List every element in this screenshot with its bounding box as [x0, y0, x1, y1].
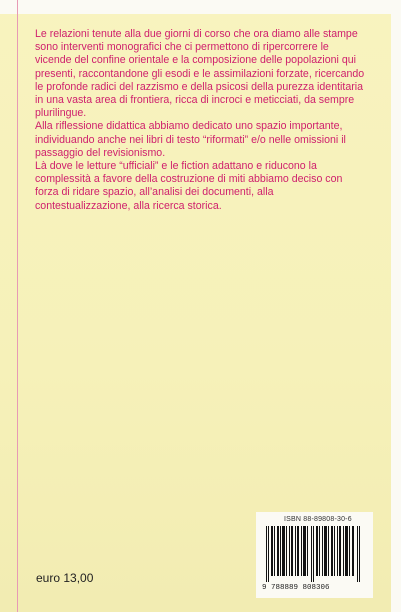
- blurb-paragraph-3: Là dove le letture “ufficiali” e le fiction adattano e riducono la complessità a favore della costruzione di miti abbiamo deciso con forza di ridare spazio, all’analisi dei documenti, alla contestualizzazione, alla ricerca storica.: [35, 160, 343, 212]
- blurb-text: [35, 28, 365, 213]
- barcode-panel: [256, 512, 373, 598]
- price-label: euro 13,00: [36, 571, 94, 585]
- blurb-paragraph-1: Le relazioni tenute alla due giorni di corso che ora diamo alle stampe sono interventi monografici che ci permettono di ripercorrere le vicende del confine orientale e la composizione delle popolazioni qui presenti, raccontandone gli esodi e le assimilazioni forzate, ricercando le profonde radici del razzismo e della psicosi della purezza identitaria in una vasta area di frontiera, ricca di incroci e meticciati, da sempre plurilingue.: [35, 28, 365, 120]
- barcode-image: [266, 526, 362, 582]
- ean-number: 9 788889 808306: [262, 584, 330, 592]
- cover-right-edge: [391, 0, 401, 612]
- margin-line: [17, 0, 18, 612]
- isbn-text: ISBN 88-89808-30-6: [284, 516, 352, 523]
- blurb-paragraph-2: Alla riflessione didattica abbiamo dedicato uno spazio importante, individuando anche nei libri di testo “riformati” e/o nelle omissioni il passaggio del revisionismo.: [35, 120, 346, 159]
- cover-top-edge: [0, 0, 401, 14]
